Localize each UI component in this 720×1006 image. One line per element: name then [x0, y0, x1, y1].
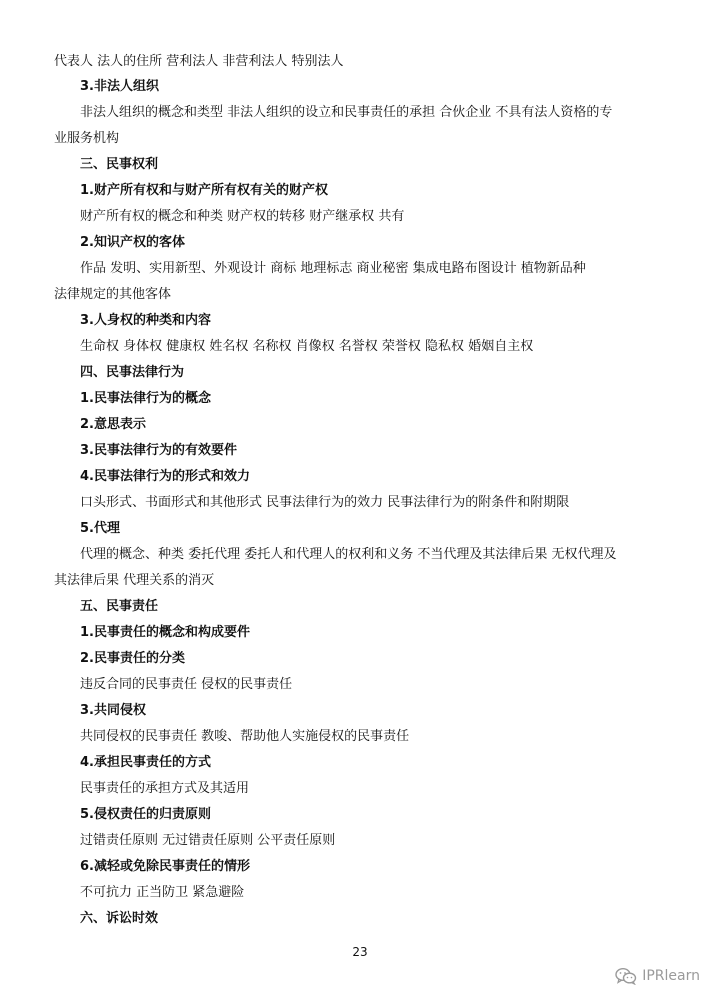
subsection-heading: 1.财产所有权和与财产所有权有关的财产权: [80, 183, 328, 198]
text-line: 口头形式、书面形式和其他形式 民事法律行为的效力 民事法律行为的附条件和附期限: [80, 495, 570, 510]
subsection-heading: 3.人身权的种类和内容: [80, 313, 211, 328]
subsection-heading: 5.侵权责任的归责原则: [80, 807, 211, 822]
page-number: 23: [352, 945, 368, 959]
subsection-heading: 5.代理: [80, 521, 120, 536]
text-line: 不可抗力 正当防卫 紧急避险: [80, 885, 245, 900]
text-line: 违反合同的民事责任 侵权的民事责任: [80, 677, 293, 692]
subsection-heading: 2.知识产权的客体: [80, 235, 185, 250]
subsection-heading: 4.承担民事责任的方式: [80, 755, 211, 770]
subsection-heading: 2.民事责任的分类: [80, 651, 185, 666]
text-line: 作品 发明、实用新型、外观设计 商标 地理标志 商业秘密 集成电路布图设计 植物新品种: [80, 261, 586, 276]
text-line: 过错责任原则 无过错责任原则 公平责任原则: [80, 833, 336, 848]
text-line: 非法人组织的概念和类型 非法人组织的设立和民事责任的承担 合伙企业 不具有法人资格的专: [80, 105, 613, 120]
text-line: 民事责任的承担方式及其适用: [80, 781, 250, 796]
subsection-heading: 6.减轻或免除民事责任的情形: [80, 859, 250, 874]
text-line: 业服务机构: [54, 131, 120, 146]
subsection-heading: 1.民事法律行为的概念: [80, 391, 211, 406]
subsection-heading: 2.意思表示: [80, 417, 146, 432]
text-line: 法律规定的其他客体: [54, 287, 172, 302]
section-heading: 三、民事权利: [80, 157, 159, 172]
text-line: 共同侵权的民事责任 教唆、帮助他人实施侵权的民事责任: [80, 729, 410, 744]
subsection-heading: 3.共同侵权: [80, 703, 146, 718]
subsection-heading: 4.民事法律行为的形式和效力: [80, 469, 250, 484]
text-line: 其法律后果 代理关系的消灭: [54, 573, 215, 588]
watermark: [615, 967, 700, 985]
section-heading: 五、民事责任: [80, 599, 159, 614]
text-line: 代理的概念、种类 委托代理 委托人和代理人的权利和义务 不当代理及其法律后果 无权代理及: [80, 547, 617, 562]
section-heading: 六、诉讼时效: [80, 911, 159, 926]
text-line: 财产所有权的概念和种类 财产权的转移 财产继承权 共有: [80, 209, 405, 224]
text-line: 代表人 法人的住所 营利法人 非营利法人 特别法人: [54, 54, 344, 69]
subsection-heading: 3.非法人组织: [80, 79, 159, 94]
wechat-icon: [615, 967, 637, 985]
section-heading: 四、民事法律行为: [80, 365, 185, 380]
subsection-heading: 3.民事法律行为的有效要件: [80, 443, 237, 458]
text-line: 生命权 身体权 健康权 姓名权 名称权 肖像权 名誉权 荣誉权 隐私权 婚姻自主权: [80, 339, 534, 354]
watermark-text: IPRlearn: [642, 968, 700, 984]
subsection-heading: 1.民事责任的概念和构成要件: [80, 625, 250, 640]
